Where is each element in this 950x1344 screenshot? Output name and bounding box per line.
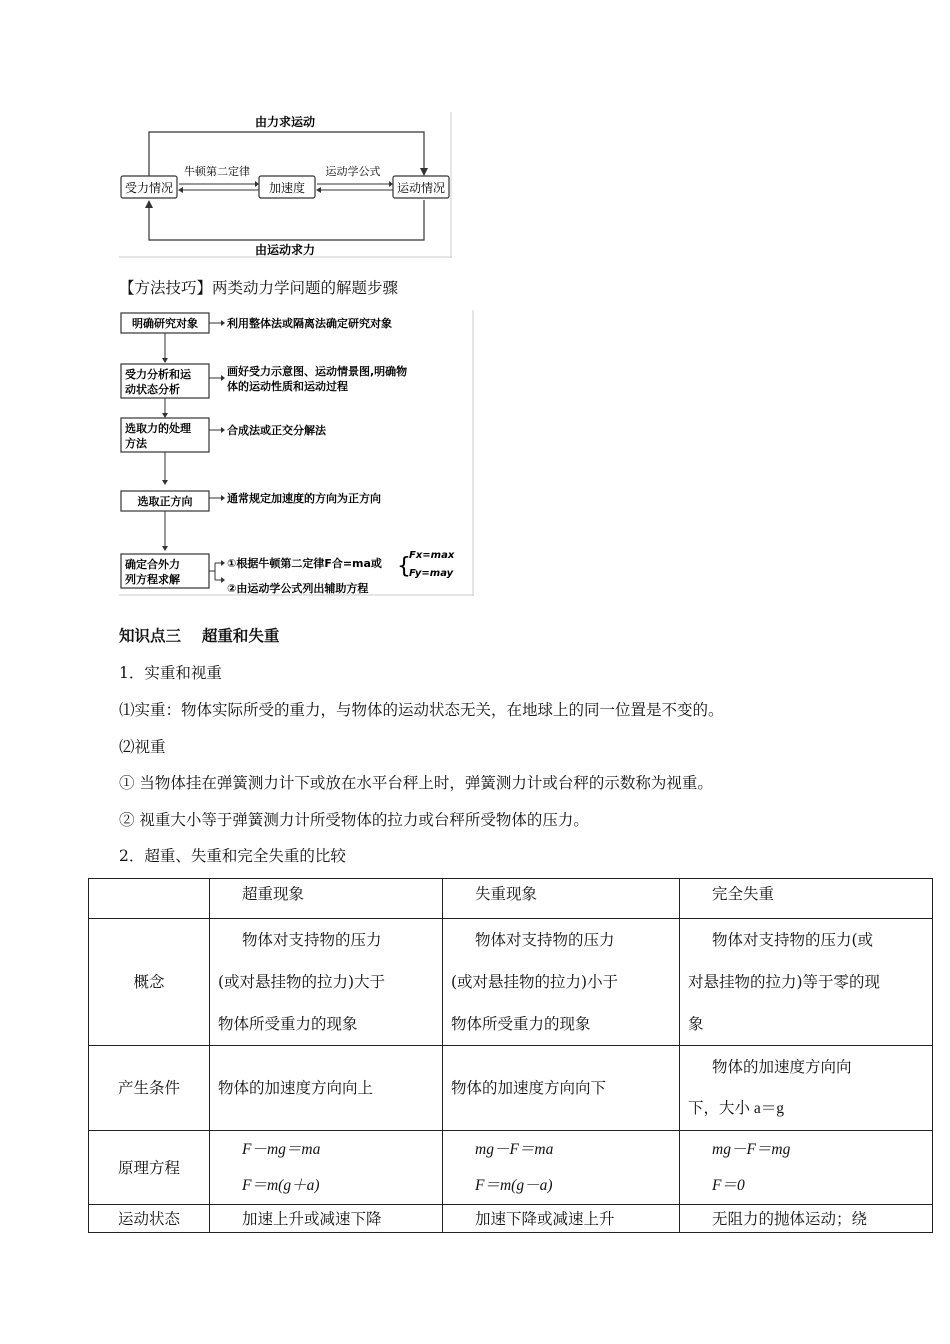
force-motion-diagram: [119, 112, 452, 258]
solving-steps-flowchart: [119, 310, 474, 596]
equation-weightless: mg－F＝ma F＝m(g－a): [443, 1131, 680, 1205]
motion-box-label: 运动情况: [396, 181, 446, 195]
table-row: [89, 1205, 933, 1233]
step-5-note-2: ②由运动学公式列出辅助方程: [227, 582, 369, 595]
condition-full-weightless: 物体的加速度方向向 下，大小 a＝g: [680, 1046, 933, 1131]
item1-paragraph-3: ① 当物体挂在弹簧测力计下或放在水平台秤上时，弹簧测力计或台秤的示数称为视重。: [119, 774, 713, 792]
step-2-note-2: 体的运动性质和运动过程: [227, 380, 348, 393]
equation-full-weightless: mg－F＝mg F＝0: [680, 1131, 933, 1205]
condition-overweight: 物体的加速度方向向上: [210, 1046, 443, 1131]
item1-paragraph-1: ⑴实重：物体实际所受的重力，与物体的运动状态无关，在地球上的同一位置是不变的。: [119, 701, 724, 719]
motion-label: 运动状态: [89, 1205, 210, 1233]
step-4-label: 选取正方向: [137, 495, 193, 508]
equation-overweight: F－mg＝ma F＝m(g＋a): [210, 1131, 443, 1205]
step-3-label-2: 方法: [125, 437, 147, 450]
force-box-label: 受力情况: [124, 181, 174, 195]
step-1-note: 利用整体法或隔离法确定研究对象: [227, 317, 392, 330]
concept-weightless: 物体对支持物的压力 (或对悬挂物的拉力)小于 物体所受重力的现象: [443, 919, 680, 1046]
item1-paragraph-2: ⑵视重: [119, 738, 166, 756]
table-row: [89, 1131, 933, 1205]
motion-overweight: 加速上升或减速下降: [210, 1205, 443, 1233]
section-title: 知识点三 超重和失重: [119, 626, 280, 645]
item1-title: 1．实重和视重: [119, 664, 222, 682]
acceleration-box-label: 加速度: [268, 181, 306, 195]
header-weightless: 失重现象: [443, 879, 680, 919]
step-2-label-1: 受力分析和运: [125, 368, 191, 381]
table-row: [89, 1046, 933, 1131]
newton-label: 牛顿第二定律: [184, 165, 250, 178]
condition-label: 产生条件: [89, 1046, 210, 1131]
concept-full-weightless: 物体对支持物的压力(或 对悬挂物的拉力)等于零的现 象: [680, 919, 933, 1046]
brace-icon: {: [397, 554, 411, 579]
step-3-label-1: 选取力的处理: [125, 422, 191, 435]
motion-weightless: 加速下降或减速上升: [443, 1205, 680, 1233]
brace-line-1: Fx=max: [409, 550, 455, 561]
step-3-note: 合成法或正交分解法: [227, 424, 326, 437]
method-title: 【方法技巧】两类动力学问题的解题步骤: [119, 279, 399, 297]
concept-overweight: 物体对支持物的压力 (或对悬挂物的拉力)大于 物体所受重力的现象: [210, 919, 443, 1046]
step-5-note-1: ①根据牛顿第二定律F合=ma或: [227, 557, 382, 570]
top-label: 由力求运动: [254, 115, 316, 129]
condition-weightless: 物体的加速度方向向下: [443, 1046, 680, 1131]
step-5-label-1: 确定合外力: [125, 558, 180, 571]
item2-title: 2．超重、失重和完全失重的比较: [119, 847, 346, 865]
motion-full-weightless: 无阻力的抛体运动；绕: [680, 1205, 933, 1233]
bottom-label: 由运动求力: [254, 243, 316, 257]
header-full-weightless: 完全失重: [680, 879, 933, 919]
step-5-label-2: 列方程求解: [125, 573, 180, 586]
step-1-label: 明确研究对象: [132, 317, 198, 330]
step-2-label-2: 动状态分析: [125, 383, 180, 396]
step-2-note-1: 画好受力示意图、运动情景图,明确物: [227, 365, 408, 378]
comparison-table: [88, 878, 933, 1233]
item1-paragraph-4: ② 视重大小等于弹簧测力计所受物体的拉力或台秤所受物体的压力。: [119, 811, 589, 829]
kinematics-label: 运动学公式: [325, 165, 381, 178]
header-overweight: 超重现象: [210, 879, 443, 919]
header-empty: [89, 879, 210, 919]
table-header-row: [89, 879, 933, 919]
step-4-note: 通常规定加速度的方向为正方向: [227, 492, 381, 505]
concept-label: 概念: [89, 919, 210, 1046]
table-row: [89, 919, 933, 1046]
brace-line-2: Fy=may: [409, 568, 454, 579]
equation-label: 原理方程: [89, 1131, 210, 1205]
